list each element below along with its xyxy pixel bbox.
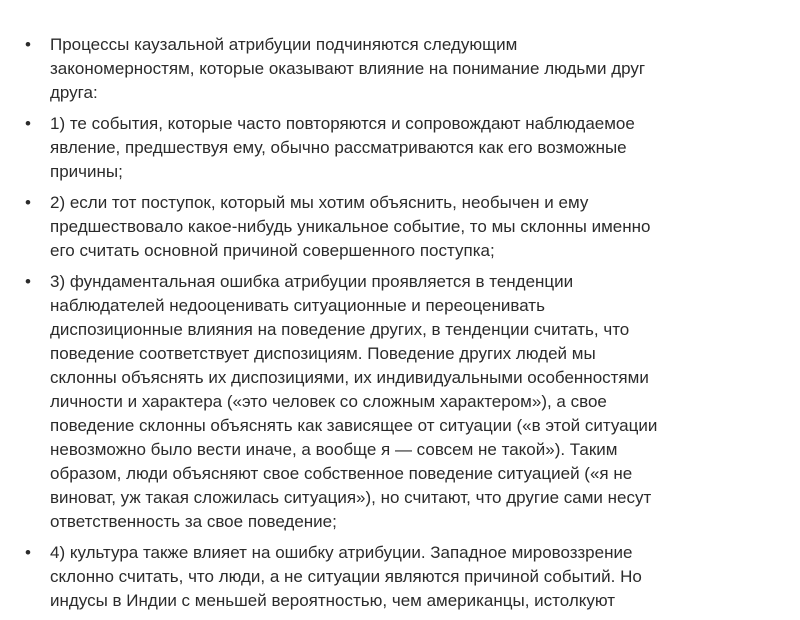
bullet-text-line: поведение соответствует диспозициям. Поведение других людей мы xyxy=(50,344,596,363)
bullet-text-line: невозможно было вести иначе, а вообще я — совсем не такой»). Таким xyxy=(50,440,618,459)
bullet-dot-icon: • xyxy=(25,114,31,133)
bullet-text-line: наблюдателей недооценивать ситуационные и переоценивать xyxy=(50,296,545,315)
bullet-text-line: личности и характера («это человек со сложным характером»), а свое xyxy=(50,392,607,411)
bullet-text-line: 1) те события, которые часто повторяются и сопровождают наблюдаемое xyxy=(50,114,635,133)
bullet-text-line: причины; xyxy=(50,162,123,181)
bullet-text-line: виноват, уж такая сложилась ситуация»), но считают, что другие сами несут xyxy=(50,488,652,507)
bullet-dot-icon: • xyxy=(25,543,31,562)
bullet-text xyxy=(50,270,782,534)
bullet-dot-icon: • xyxy=(25,193,31,212)
bullet-text xyxy=(50,33,782,105)
bullet-text-line: его считать основной причиной совершенного поступка; xyxy=(50,241,495,260)
bullet-text-line: поведение склонны объяснять как зависящее от ситуации («в этой ситуации xyxy=(50,416,658,435)
bullet-dot-icon: • xyxy=(25,272,31,291)
bullet-text-line: 2) если тот поступок, который мы хотим объяснить, необычен и ему xyxy=(50,193,589,212)
bullet-item xyxy=(22,33,782,105)
bullet-text-line: друга: xyxy=(50,83,98,102)
bullet-text-line: ответственность за свое поведение; xyxy=(50,512,337,531)
bullet-text-line: явление, предшествуя ему, обычно рассматриваются как его возможные xyxy=(50,138,627,157)
bullet-text-line: закономерностям, которые оказывают влияние на понимание людьми друг xyxy=(50,59,646,78)
bullet-text-line: образом, люди объясняют свое собственное поведение ситуацией («я не xyxy=(50,464,633,483)
bullet-text-line: склонны объяснять их диспозициями, их индивидуальными особенностями xyxy=(50,368,649,387)
bullet-text-line: склонно считать, что люди, а не ситуации являются причиной событий. Но xyxy=(50,567,642,586)
bullet-item xyxy=(22,191,782,263)
bullet-item xyxy=(22,541,782,613)
bullet-dot-icon: • xyxy=(25,35,31,54)
bullet-item xyxy=(22,270,782,534)
bullet-text xyxy=(50,112,782,184)
bullet-text-line: диспозиционные влияния на поведение других, в тенденции считать, что xyxy=(50,320,630,339)
bullet-item xyxy=(22,112,782,184)
bullet-text-line: 4) культура также влияет на ошибку атрибуции. Западное мировоззрение xyxy=(50,543,633,562)
bullet-text xyxy=(50,191,782,263)
bullet-list xyxy=(22,33,782,620)
bullet-text-line: Процессы каузальной атрибуции подчиняются следующим xyxy=(50,35,518,54)
bullet-text-line: предшествовало какое-нибудь уникальное событие, то мы склонны именно xyxy=(50,217,651,236)
bullet-text-line: 3) фундаментальная ошибка атрибуции проявляется в тенденции xyxy=(50,272,574,291)
bullet-text-line: индусы в Индии с меньшей вероятностью, чем американцы, истолкуют xyxy=(50,591,616,610)
bullet-text xyxy=(50,541,782,613)
